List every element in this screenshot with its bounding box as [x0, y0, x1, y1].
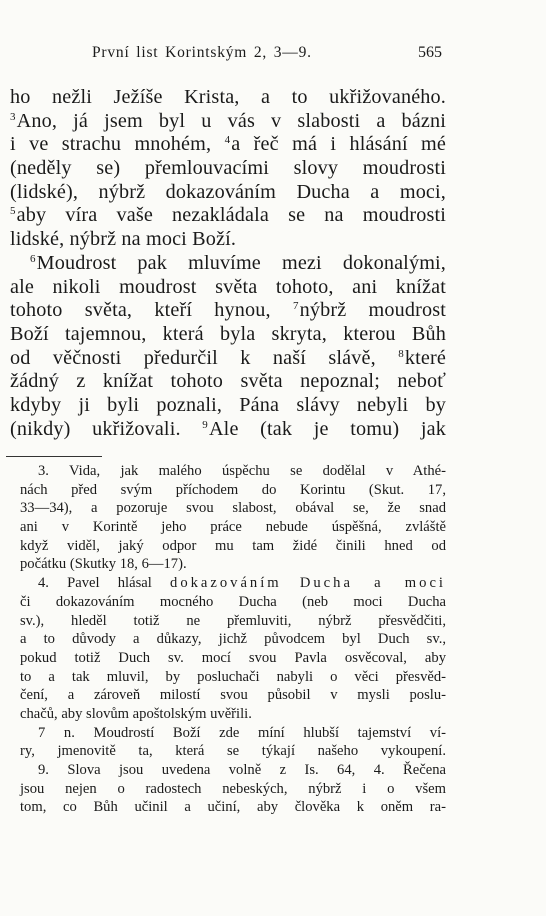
note-line: 3. Vida, jak malého úspěchu se dodělal v Athé- [38, 463, 446, 479]
note-line: a to důvody a důkazy, jichž původcem byl Duch sv., [20, 631, 446, 648]
verse-number: 8 [398, 347, 404, 360]
note-line: nách před svým příchodem do Korintu (Skut. 17, [20, 481, 446, 498]
note-line: 33—34), a pozoruje svou slabost, obával se, že snad [20, 500, 446, 517]
note-line: či dokazováním mocného Ducha (neb moci Ducha [20, 593, 446, 610]
note-line: chačů, aby slovům apoštolským uvěřili. [20, 705, 252, 722]
note-line: počátku (Skutky 18, 6—17). [20, 556, 187, 573]
note-line: když viděl, jaký odpor mu tam židé činili hned od [20, 537, 446, 554]
main-text [10, 86, 446, 441]
text-line: od věčnosti předurčil k naší slávě, $^8$které [10, 346, 447, 369]
page-number: 565 [418, 44, 442, 61]
text-line: tohoto světa, kteří hynou, $^7$nýbrž moudrost [10, 299, 446, 322]
footnotes [20, 462, 446, 817]
page-header [0, 44, 546, 68]
text-line: (neděly se) přemlouvacími slovy moudrosti [10, 157, 446, 180]
text-line: kdyby ji byli poznali, Pána slávy nebyli by [10, 393, 446, 416]
text-line: Boží tajemnou, která byla skryta, kterou Bůh [10, 322, 446, 345]
note-line: tom, co Bůh učinil a učiní, aby člověka k oněm ra- [20, 799, 446, 816]
note-line: 4. Pavel hlásal dokazováním Ducha a moci [38, 575, 446, 592]
text-line: (lidské), nýbrž dokazováním Ducha a moci, [10, 180, 446, 203]
note-line: to a tak mluvil, by posluchači nabyli o věci přesvěd- [20, 668, 446, 685]
note-line: 9. Slova jsou uvedena volně z Is. 64, 4. Řečena [38, 762, 446, 778]
running-title: První list Korintským 2, 3—9. [92, 44, 312, 61]
verse-number: 5 [10, 205, 16, 218]
verse-number: 9 [202, 418, 208, 431]
verse-number: 7 [292, 300, 299, 313]
note-line: ry, jmenovitě ta, která se týkají našeho vykoupení. [20, 743, 446, 760]
note-line: jsou nejen o radostech nebeských, nýbrž i o všem [20, 780, 446, 797]
note-line: čení, a zároveň milostí svou působil v mysli poslu- [20, 687, 446, 704]
verse-number: 4 [224, 134, 231, 147]
text-line: (nikdy) ukřižovali. $^9$Ale (tak je tomu) jak [10, 417, 447, 440]
note-line: sv.), hleděl totiž ne přemluviti, nýbrž přesvědčiti, [20, 612, 446, 629]
footnote-divider [6, 456, 102, 457]
note-line: ani v Korintě jeho práce nebude úspěšná, zvláště [20, 519, 446, 536]
note-line: 7 n. Moudrostí Boží zde míní hlubší tajemství ví- [38, 724, 446, 741]
note-line: pokud totiž Duch sv. mocí svou Pavla osvěcoval, aby [20, 649, 446, 666]
text-line: ho nežli Ježíše Krista, a to ukřižovaného. [10, 86, 446, 108]
text-line: $^3$Ano, já jsem byl u vás v slabosti a bázni [10, 109, 446, 132]
text-line: žádný z knížat tohoto světa nepoznal; neboť [10, 370, 446, 393]
text-line: lidské, nýbrž na moci Boží. [10, 228, 237, 251]
verse-number: 6 [30, 252, 36, 265]
text-line: $^5$aby víra vaše nezakládala se na moudrosti [10, 204, 446, 227]
text-line: i ve strachu mnohém, $^4$a řeč má i hlásání mé [10, 133, 447, 156]
verse-number: 3 [10, 110, 16, 123]
text-line: $^6$Moudrost pak mluvíme mezi dokonalými, [30, 251, 446, 274]
text-line: ale nikoli moudrost světa tohoto, ani knížat [10, 275, 446, 298]
